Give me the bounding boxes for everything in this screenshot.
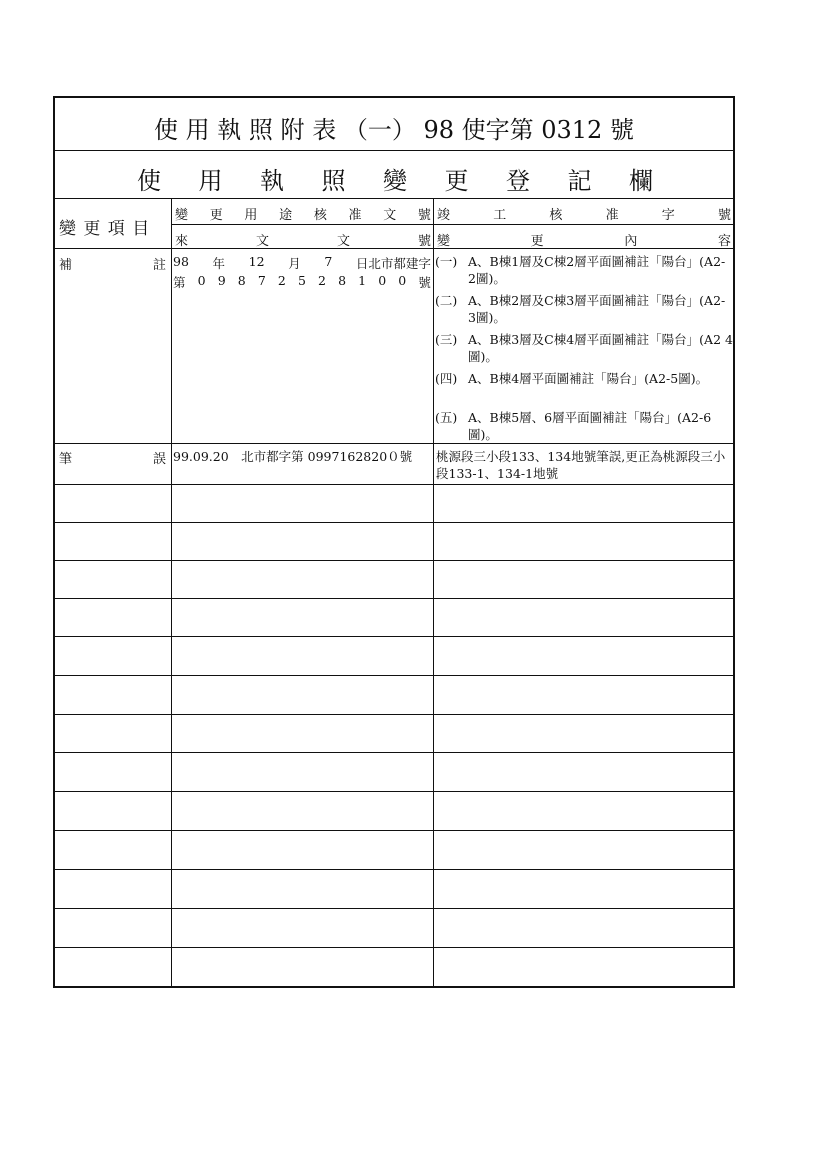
divider [55, 484, 733, 485]
divider [55, 150, 733, 151]
divider [55, 198, 733, 199]
blank-row [55, 598, 733, 599]
blank-row [55, 636, 733, 637]
header-completion-ref: 竣 工 核 准 字 號 [437, 208, 731, 223]
row2-ref: 99.09.20 北市都字第 0997162820０號 [173, 449, 413, 464]
change-item-3: (三) A、B棟3層及C棟4層平面圖補註「陽台」(A2 4圖)。 [435, 332, 733, 364]
column-divider-1 [171, 198, 172, 986]
blank-row [55, 522, 733, 523]
blank-row [55, 791, 733, 792]
change-item-4: (四) A、B棟4層平面圖補註「陽台」(A2-5圖)。 [435, 371, 709, 386]
row-label-erratum-right: 誤 [153, 452, 167, 467]
row2-content: 桃源段三小段133、134地號筆誤,更正為桃源段三小段133-1、134-1地號 [436, 449, 726, 481]
blank-row [55, 675, 733, 676]
change-item-2: (二) A、B棟2層及C棟3層平面圖補註「陽台」(A2-3圖)。 [435, 293, 726, 325]
row-label-supplement-left: 補 [59, 258, 73, 273]
form-title: 使 用 執 照 附 表 （一） 98 使字第 0312 號 [154, 116, 634, 144]
blank-row [55, 869, 733, 870]
header-incoming-ref: 來 文 文 號 [175, 234, 431, 249]
blank-row [55, 830, 733, 831]
row-label-supplement-right: 註 [153, 258, 167, 273]
row1-ref-line1: 98 年 12 月 7 日北市都建字 [173, 254, 431, 271]
header-change-use-ref: 變 更 用 途 核 准 文 號 [175, 208, 431, 223]
blank-row [55, 714, 733, 715]
divider [55, 248, 733, 249]
blank-row [55, 560, 733, 561]
change-item-1: (一) A、B棟1層及C棟2層平面圖補註「陽台」(A2-2圖)。 [435, 254, 726, 286]
blank-row [55, 947, 733, 948]
divider [55, 443, 733, 444]
change-item-5: (五) A、B棟5層、6層平面圖補註「陽台」(A2-6圖)。 [435, 410, 712, 442]
form-subtitle: 使 用 執 照 變 更 登 記 欄 [137, 167, 653, 195]
header-change-content: 變 更 內 容 [437, 234, 731, 249]
column-divider-2 [433, 198, 434, 986]
usage-permit-form [53, 96, 735, 988]
row-label-erratum-left: 筆 [59, 452, 73, 467]
header-change-item: 變 更 項 目 [59, 219, 151, 239]
blank-row [55, 908, 733, 909]
header-sub-divider [171, 224, 733, 225]
row1-ref-line2: 第 0 9 8 7 2 5 2 8 1 0 0 號 [173, 273, 431, 290]
blank-row [55, 752, 733, 753]
